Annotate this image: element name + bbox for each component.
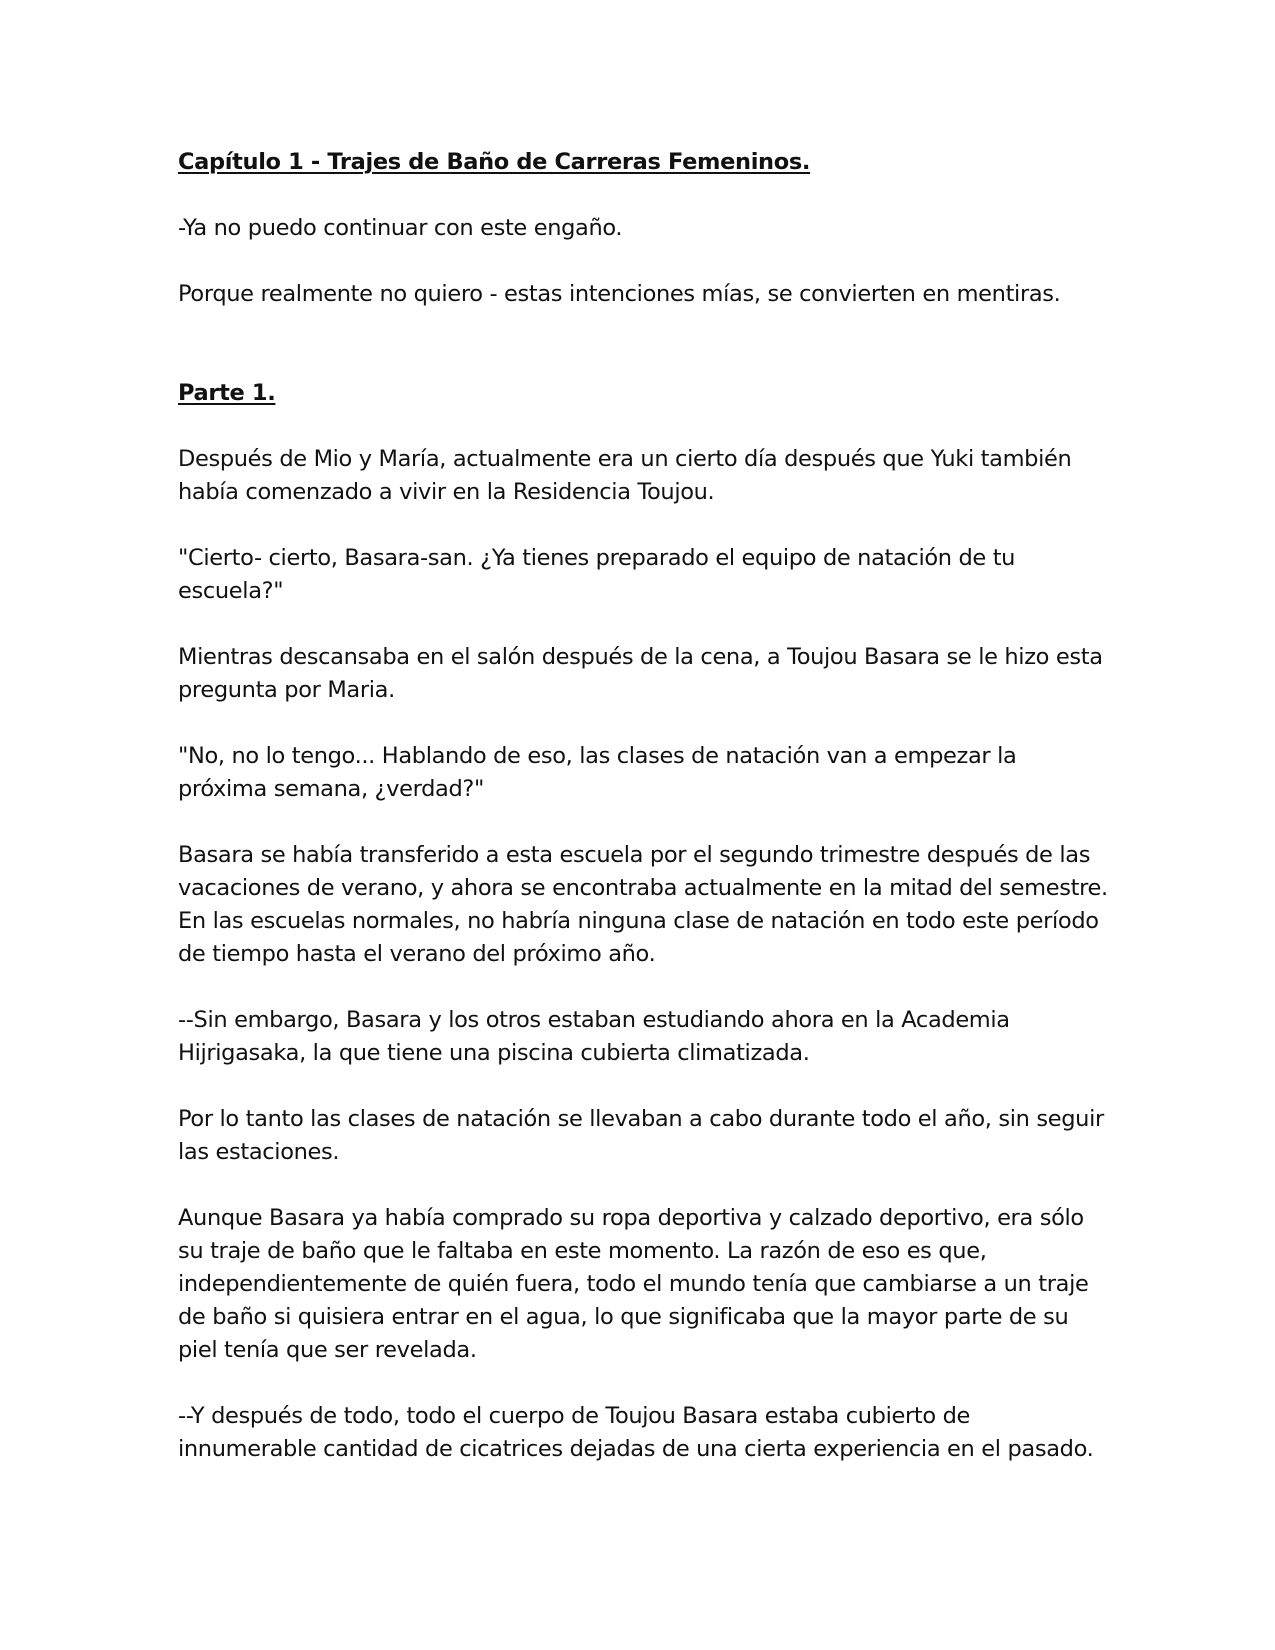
epigraph-line: -Ya no puedo continuar con este engaño. — [178, 215, 623, 241]
paragraph: Mientras descansaba en el salón después de la cena, a Toujou Basara se le hizo esta pregunta por Maria. — [178, 644, 1103, 703]
paragraph: --Sin embargo, Basara y los otros estaban estudiando ahora en la Academia Hijrigasaka, la que tiene una piscina cubierta climatizada. — [178, 1007, 1010, 1066]
paragraph: "No, no lo tengo... Hablando de eso, las clases de natación van a empezar la próxima semana, ¿verdad?" — [178, 743, 1017, 802]
paragraph: --Y después de todo, todo el cuerpo de Toujou Basara estaba cubierto de innumerable cantidad de cicatrices dejadas de una cierta experiencia en el pasado. — [178, 1403, 1094, 1462]
paragraph: Por lo tanto las clases de natación se llevaban a cabo durante todo el año, sin seguir las estaciones. — [178, 1106, 1104, 1165]
part-title: Parte 1. — [178, 380, 276, 406]
epigraph-line: Porque realmente no quiero - estas intenciones mías, se convierten en mentiras. — [178, 281, 1061, 307]
paragraph: Aunque Basara ya había comprado su ropa deportiva y calzado deportivo, era sólo su traje de baño que le faltaba en este momento. La razón de eso es que, independientemente de quién fuera, todo el mundo tenía que cambiarse a un traje de baño si quisiera entrar en el agua, lo que significaba que la mayor parte de su piel tenía que ser revelada. — [178, 1205, 1089, 1363]
chapter-title: Capítulo 1 - Trajes de Baño de Carreras Femeninos. — [178, 149, 811, 175]
paragraph: "Cierto- cierto, Basara-san. ¿Ya tienes preparado el equipo de natación de tu escuela?" — [178, 545, 1016, 604]
document-page — [178, 146, 1108, 1499]
paragraph: Basara se había transferido a esta escuela por el segundo trimestre después de las vacaciones de verano, y ahora se encontraba actualmente en la mitad del semestre. En las escuelas normales, no habría ninguna clase de natación en todo este período de tiempo hasta el verano del próximo año. — [178, 842, 1108, 967]
paragraph: Después de Mio y María, actualmente era un cierto día después que Yuki también había comenzado a vivir en la Residencia Toujou. — [178, 446, 1072, 505]
